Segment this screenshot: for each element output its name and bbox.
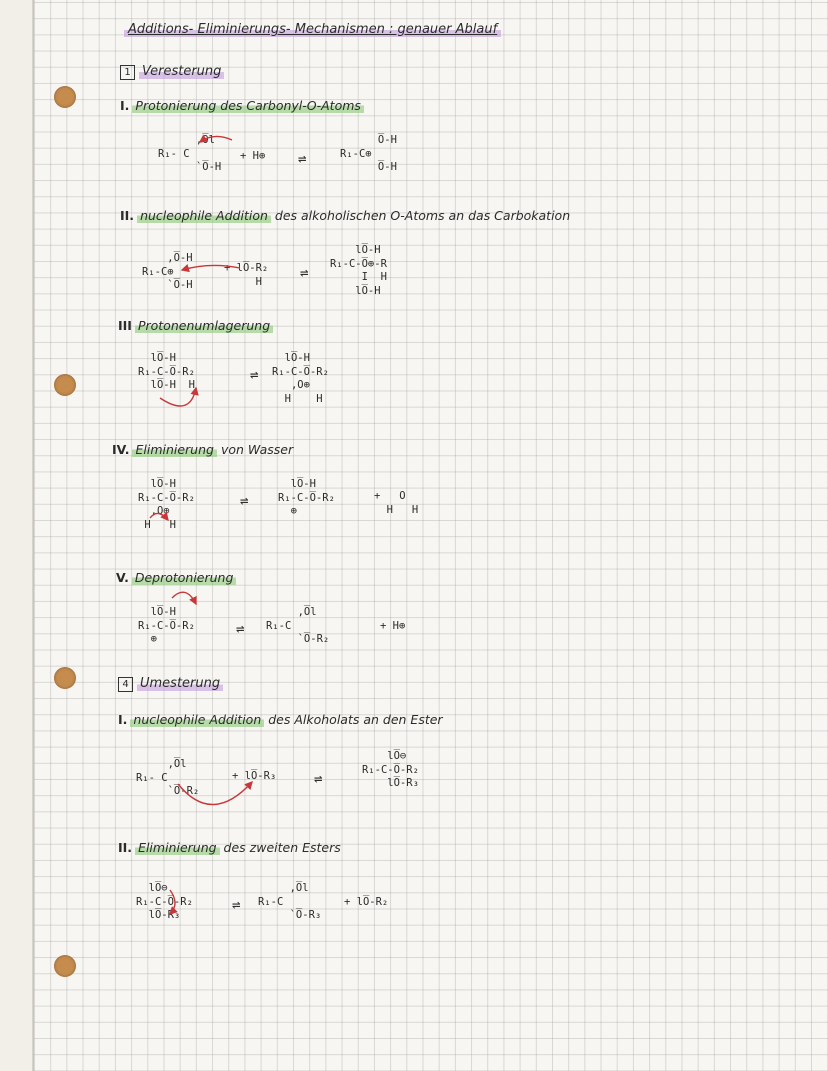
- step-numeral: III: [118, 318, 132, 333]
- equilibrium-arrow: ⇌: [250, 367, 259, 383]
- equation-plus: + H⊕: [380, 620, 406, 632]
- equation-left: lO̅-H R₁-C-O̅-R₂ ⊕: [138, 606, 195, 646]
- step-label: Eliminierung: [132, 442, 217, 457]
- step-rest: des Alkoholats an den Ester: [268, 712, 443, 727]
- electron-arrow: [182, 265, 240, 270]
- section-number: 4: [118, 677, 133, 692]
- equation-right: lO̅-H R₁-C-O̅-R₂ ,O⊕ H H: [272, 352, 329, 405]
- equilibrium-arrow: ⇌: [300, 265, 309, 281]
- step-numeral: II.: [120, 208, 135, 223]
- equilibrium-arrow: ⇌: [240, 493, 249, 509]
- step-label: Protonierung des Carbonyl-O-Atoms: [132, 98, 364, 113]
- step-label: nucleophile Addition: [137, 208, 271, 223]
- equation-right: ,O̅l R₁-C `O̅-R₃: [258, 882, 322, 922]
- electron-arrow: [200, 136, 232, 142]
- equation-right: O̅-H R₁-C⊕ O̅-H: [340, 134, 397, 174]
- equation-plus: + lO̅-R₂ H: [224, 262, 269, 288]
- step-numeral: V.: [116, 570, 129, 585]
- step-label: nucleophile Addition: [130, 712, 264, 727]
- electron-arrow: [172, 592, 196, 604]
- equation-left: lO̅-H R₁-C-O̅-R₂ lO̅-H H: [138, 352, 195, 392]
- equation-right: ,O̅l R₁-C `O̅-R₂: [266, 606, 330, 646]
- electron-arrow: [160, 388, 196, 406]
- equilibrium-arrow: ⇌: [298, 151, 307, 167]
- step-numeral: II.: [118, 840, 133, 855]
- equation-plus: + lO̅-R₃: [232, 770, 277, 782]
- step-rest: von Wasser: [220, 442, 294, 457]
- equation-right: lO̅-H R₁-C-O̅-R₂ ⊕: [278, 478, 335, 518]
- page-title: Additions- Eliminierungs- Mechanismen : genauer Ablauf: [124, 22, 501, 37]
- step-rest: des alkoholischen O-Atoms an das Carbokation: [274, 208, 571, 223]
- step-rest: des zweiten Esters: [223, 840, 341, 855]
- step-numeral: IV.: [112, 442, 130, 457]
- equation-left: ,O̅-H R₁-C⊕ `O̅-H: [142, 252, 193, 292]
- step-numeral: I.: [118, 712, 128, 727]
- equation-plus: + H⊕: [240, 150, 266, 162]
- section-label: Umesterung: [137, 676, 223, 691]
- equation-left: lO̅-H R₁-C-O̅-R₂ ,O⊕ H H: [138, 478, 195, 531]
- step-label: Protonenumlagerung: [135, 318, 273, 333]
- step-label: Deprotonierung: [132, 570, 237, 585]
- electron-arrow: [178, 782, 252, 805]
- equation-left: ,O̅l R₁- C `O̅-H: [158, 134, 222, 174]
- step-label: Eliminierung: [135, 840, 220, 855]
- equation-plus: + lO̅-R₂: [344, 896, 389, 908]
- equation-right: lO̅-H R₁-C-O̅⊕-R I H lO̅-H: [330, 244, 387, 297]
- section-label: Veresterung: [139, 64, 224, 79]
- section-number: 1: [120, 65, 135, 80]
- step-numeral: I.: [120, 98, 130, 113]
- electron-arrow: [150, 513, 168, 520]
- equation-right: lO̅⊖ R₁-C-O̅-R₂ lO̅-R₃: [362, 750, 419, 790]
- equilibrium-arrow: ⇌: [236, 621, 245, 637]
- equation-plus: + O H H: [374, 490, 419, 516]
- equilibrium-arrow: ⇌: [314, 771, 323, 787]
- electron-arrow: [170, 890, 175, 914]
- equation-left: lO̅⊖ R₁-C-O̅-R₂ lO̅-R₃: [136, 882, 193, 922]
- equation-left: ,O̅l R₁- C `O̅-R₂: [136, 758, 200, 798]
- equilibrium-arrow: ⇌: [232, 897, 241, 913]
